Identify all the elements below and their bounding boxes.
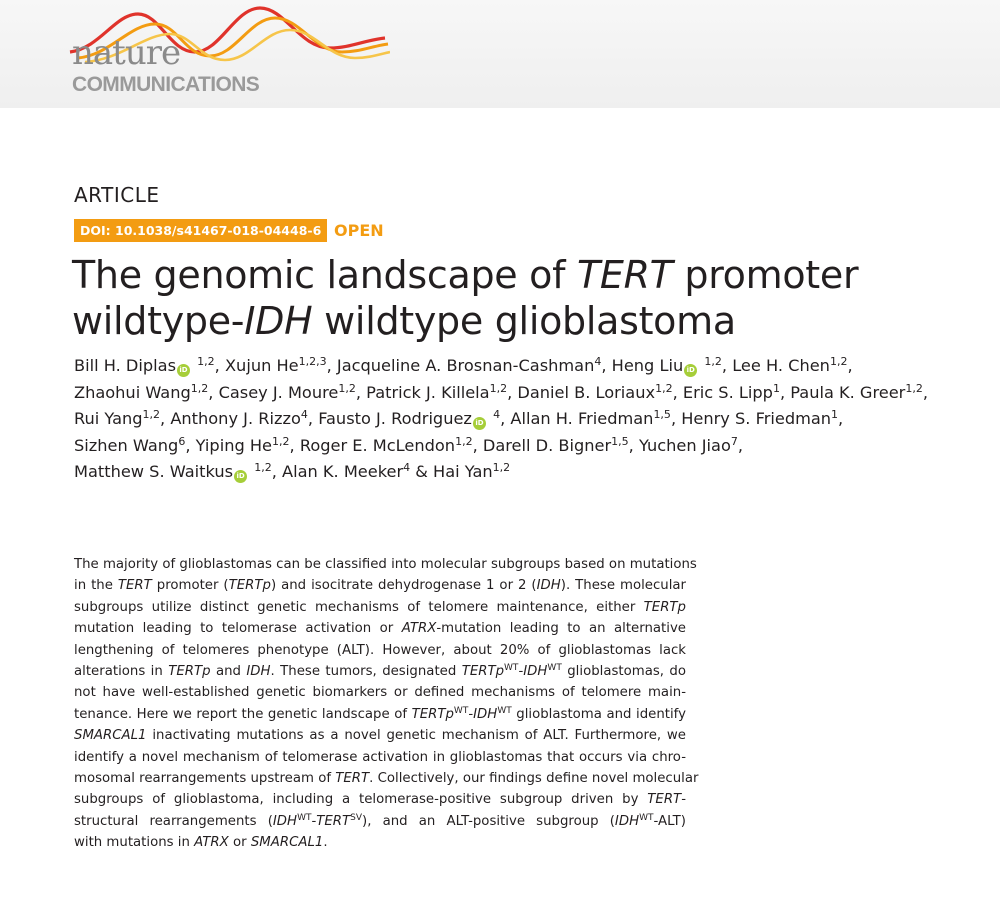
author-affiliation: 1,2,3 <box>298 355 327 368</box>
author-affiliation: 1,2 <box>489 381 508 395</box>
author-separator: , <box>185 435 196 455</box>
author-affiliation: 1,2 <box>197 355 215 368</box>
author-affiliation: 1,2 <box>655 381 673 395</box>
abstract-text: glioblastomas, do <box>561 664 687 680</box>
author-name: Casey J. Moure <box>218 382 339 402</box>
author-line <box>74 380 934 407</box>
author-affiliation: 1,2 <box>338 381 356 395</box>
abstract-line <box>74 768 699 789</box>
author-separator: , <box>838 409 844 428</box>
author[interactable] <box>74 409 160 428</box>
author-name: Rui Yang <box>74 409 143 428</box>
abstract-text: - <box>311 813 317 829</box>
author-name: Patrick J. Killela <box>366 382 490 402</box>
author-separator: , <box>160 409 171 428</box>
title-line-1: The genomic landscape of TERT promoter <box>72 253 859 297</box>
author[interactable] <box>732 356 847 375</box>
italic-term: IDH <box>473 706 498 722</box>
abstract-text: - <box>681 792 686 808</box>
author-name: Alan K. Meeker <box>282 462 404 481</box>
article-title <box>72 252 952 344</box>
author-name: Jacqueline A. Brosnan-Cashman <box>336 356 595 375</box>
author-name: Daniel B. Loriaux <box>517 382 656 402</box>
journal-logo-communications: COMMUNICATIONS <box>72 73 260 96</box>
italic-term: TERTp <box>411 706 454 722</box>
superscript-text: WT <box>453 705 469 716</box>
abstract-text: - <box>518 664 524 680</box>
author-line <box>74 353 934 380</box>
author-name: Zhaohui Wang <box>74 382 191 402</box>
author-separator: , <box>208 382 219 402</box>
author-affiliation: 1,2 <box>190 381 209 395</box>
author-affiliation: 1,2 <box>829 355 848 368</box>
author-line <box>74 459 934 486</box>
author[interactable] <box>318 409 500 428</box>
italic-term: ATRX <box>401 621 437 637</box>
author[interactable] <box>74 383 208 402</box>
italic-term: TERTp <box>228 578 271 594</box>
author-separator: , <box>289 435 300 455</box>
author-separator: , <box>271 462 283 481</box>
abstract-text: ). These molecular <box>560 578 687 594</box>
author[interactable] <box>483 436 629 455</box>
author[interactable] <box>300 436 473 455</box>
author-separator: , <box>472 435 483 455</box>
superscript-text: WT <box>497 705 512 716</box>
author-affiliation: 1,2 <box>272 434 290 448</box>
abstract-text: and <box>210 664 247 680</box>
author[interactable] <box>366 383 507 402</box>
author-name: Anthony J. Rizzo <box>170 409 301 428</box>
author[interactable] <box>74 462 272 481</box>
author-affiliation: 1,2 <box>142 408 161 421</box>
author[interactable] <box>282 462 410 481</box>
superscript-text: WT <box>504 663 519 674</box>
author-separator: , <box>721 356 733 375</box>
author[interactable] <box>225 356 327 375</box>
author-name: Darell D. Bigner <box>482 435 612 455</box>
italic-term: ATRX <box>194 835 229 851</box>
abstract-text: . <box>323 835 328 851</box>
abstract-text: structural rearrangements ( <box>74 813 273 829</box>
author-separator: , <box>628 435 639 455</box>
author[interactable] <box>337 356 601 375</box>
author-separator: , <box>922 382 928 402</box>
abstract-text: ) and isocitrate dehydrogenase 1 or 2 ( <box>270 578 537 594</box>
author[interactable] <box>74 436 185 455</box>
author[interactable] <box>510 409 671 428</box>
author-name: Sizhen Wang <box>74 435 179 455</box>
abstract-line <box>74 747 686 768</box>
abstract-line <box>74 832 686 853</box>
author-list <box>74 353 934 486</box>
abstract-text: - <box>468 706 474 722</box>
orcid-icon[interactable]: iD <box>177 364 190 377</box>
author-name: Hai Yan <box>433 462 493 481</box>
author-separator: & <box>410 462 434 481</box>
author-name: Paula K. Greer <box>790 382 906 402</box>
author-name: Roger E. McLendon <box>299 435 456 455</box>
journal-logo-nature: nature <box>72 33 181 73</box>
author-name: Xujun He <box>224 356 299 375</box>
abstract-paragraph <box>74 554 699 854</box>
author-affiliation: 4 <box>493 408 501 421</box>
author-separator: , <box>672 382 683 402</box>
author[interactable] <box>170 409 308 428</box>
abstract-line <box>74 640 686 661</box>
author[interactable] <box>790 383 923 402</box>
author[interactable] <box>433 462 510 481</box>
author-affiliation: 1 <box>831 408 839 421</box>
article-type-label: ARTICLE <box>74 183 160 207</box>
abstract-text: The majority of glioblastomas can be classified into molecular subgroups based on mutations <box>74 557 697 572</box>
author-affiliation: 7 <box>730 434 738 448</box>
abstract-text: lengthening of telomeres phenotype (ALT). However, about 20% of glioblastomas lack <box>74 642 686 658</box>
superscript-text: WT <box>547 663 562 674</box>
author-line <box>74 433 934 460</box>
author-affiliation: 1,2 <box>905 381 923 395</box>
abstract-text: subgroups utilize distinct genetic mechanisms of telomere maintenance, either <box>74 599 644 615</box>
superscript-text: WT <box>639 812 654 823</box>
abstract-line <box>74 554 697 575</box>
abstract-text: ), and an ALT-positive subgroup ( <box>362 813 615 829</box>
author-separator: , <box>601 356 612 375</box>
author-name: Bill H. Diplas <box>74 356 177 375</box>
author-separator: , <box>214 356 225 375</box>
abstract-line <box>74 704 686 725</box>
author-separator: , <box>326 356 337 375</box>
author-affiliation: 1,2 <box>254 461 272 474</box>
title-line-2: wildtype-IDH wildtype glioblastoma <box>72 299 736 343</box>
italic-term: TERTp <box>168 664 211 680</box>
author-affiliation: 1,5 <box>653 408 671 421</box>
italic-term: IDH <box>246 664 271 680</box>
abstract-text: not have well-established genetic biomarkers or defined mechanisms of telomere main- <box>74 685 686 701</box>
superscript-text: SV <box>350 812 363 823</box>
author-name: Yiping He <box>195 435 273 455</box>
author-affiliation: 1,2 <box>455 434 473 448</box>
author-separator: , <box>737 435 744 455</box>
author-name: Heng Liu <box>611 356 684 375</box>
abstract-text: mosomal rearrangements upstream of <box>74 771 336 787</box>
author-name: Henry S. Friedman <box>681 409 832 428</box>
abstract-text: alterations in <box>74 664 169 680</box>
author[interactable] <box>612 356 722 375</box>
abstract-line <box>74 725 686 746</box>
author-separator: , <box>500 409 511 428</box>
author-separator: , <box>307 409 319 428</box>
orcid-icon[interactable]: iD <box>234 470 247 483</box>
author-name: Fausto J. Rodriguez <box>318 409 472 428</box>
abstract-text: . These tumors, designated <box>270 664 462 680</box>
author-affiliation: 1 <box>772 381 780 395</box>
italic-term: TERT <box>335 771 370 787</box>
author-affiliation: 4 <box>300 408 308 421</box>
author[interactable] <box>196 436 290 455</box>
author-separator: , <box>507 382 518 402</box>
italic-term: TERT <box>647 792 682 808</box>
abstract-line <box>74 811 686 832</box>
author-name: Lee H. Chen <box>732 356 830 375</box>
abstract-text: with mutations in <box>74 835 195 851</box>
abstract-text: promoter ( <box>151 578 229 594</box>
journal-masthead <box>0 0 1000 108</box>
author-affiliation: 6 <box>178 434 186 448</box>
abstract-text: glioblastoma and identify <box>511 706 686 722</box>
abstract-text: in the <box>74 578 118 594</box>
italic-term: TERTp <box>643 599 686 615</box>
author-separator: , <box>670 409 682 428</box>
open-access-label: OPEN <box>334 221 384 240</box>
author-affiliation: 4 <box>594 355 602 368</box>
italic-term: TERT <box>316 813 351 829</box>
abstract-text: . Collectively, our findings define novel molecular <box>369 771 699 787</box>
abstract-line <box>74 789 686 810</box>
orcid-icon[interactable]: iD <box>684 364 697 377</box>
italic-term: IDH <box>614 813 640 829</box>
author-name: Eric S. Lipp <box>682 382 773 402</box>
abstract-text: subgroups of glioblastoma, including a telomerase-positive subgroup driven by <box>74 792 648 808</box>
author-separator: , <box>847 356 853 375</box>
author[interactable] <box>517 383 672 402</box>
abstract-line <box>74 597 686 618</box>
italic-term: SMARCAL1 <box>250 835 324 851</box>
abstract-text: tenance. Here we report the genetic landscape of <box>74 706 412 722</box>
author-affiliation: 1,5 <box>611 434 629 448</box>
author-name: Yuchen Jiao <box>638 435 731 455</box>
abstract-text: identify a novel mechanism of telomerase activation in glioblastomas that occurs via chro- <box>74 749 686 765</box>
abstract-text: mutation leading to telomerase activation or <box>74 621 402 637</box>
abstract-line <box>74 575 686 596</box>
author[interactable] <box>219 383 356 402</box>
abstract-text: -ALT) <box>653 813 686 829</box>
author-line <box>74 406 934 433</box>
abstract-text: -mutation leading to an alternative <box>436 621 686 637</box>
italic-term: TERTp <box>461 664 505 680</box>
abstract-text: or <box>228 835 251 851</box>
abstract-line <box>74 682 686 703</box>
italic-term: IDH <box>523 664 548 680</box>
author-affiliation: 1,2 <box>492 461 511 474</box>
orcid-icon[interactable]: iD <box>473 417 486 430</box>
italic-term: IDH <box>272 813 298 829</box>
author[interactable] <box>74 356 215 375</box>
abstract-line <box>74 618 686 639</box>
doi-badge[interactable]: DOI: 10.1038/s41467-018-04448-6 <box>74 219 327 242</box>
author-separator: , <box>355 382 367 402</box>
author-affiliation: 1,2 <box>704 355 722 368</box>
italic-term: SMARCAL1 <box>74 728 147 744</box>
abstract-line <box>74 661 686 682</box>
italic-term: IDH <box>536 578 561 594</box>
author-name: Matthew S. Waitkus <box>74 462 234 481</box>
superscript-text: WT <box>297 812 312 823</box>
abstract-text: inactivating mutations as a novel genetic mechanism of ALT. Furthermore, we <box>146 728 686 744</box>
author-name: Allan H. Friedman <box>510 409 654 428</box>
author-separator: , <box>779 382 791 402</box>
author[interactable] <box>639 436 738 455</box>
author[interactable] <box>683 383 780 402</box>
author[interactable] <box>681 409 838 428</box>
italic-term: TERT <box>117 578 152 594</box>
author-affiliation: 4 <box>403 461 411 474</box>
